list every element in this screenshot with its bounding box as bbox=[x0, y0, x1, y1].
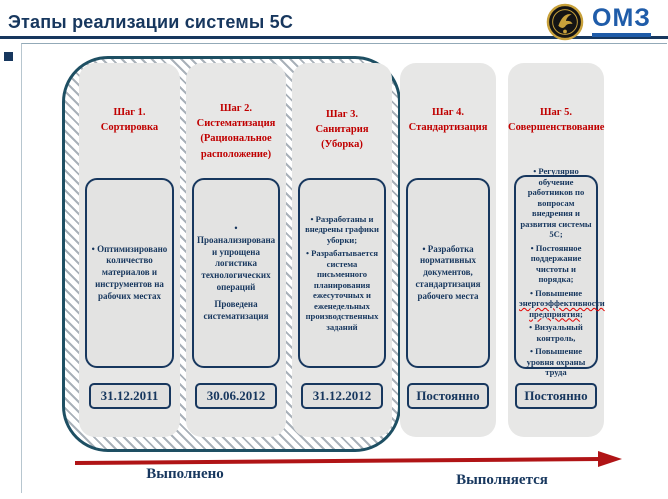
step4-title bbox=[400, 105, 496, 135]
step1-details-box bbox=[85, 178, 174, 368]
step2-column bbox=[186, 63, 286, 437]
step5-bullet2: • Постоянное поддержание чистоты и порядка; bbox=[530, 242, 582, 285]
step5-bullet3-suffix: ; bbox=[580, 308, 583, 319]
step1-title-line1: Шаг 1. bbox=[113, 107, 146, 118]
step2-bullet: • Проанализирована и упрощена логистика технологических операций bbox=[197, 223, 276, 292]
step2-details-box bbox=[192, 178, 280, 368]
step4-title-line2: Стандартизация bbox=[408, 122, 488, 134]
omz-logo: ОМЗ bbox=[592, 6, 651, 37]
step1-bullet: • Оптимизировано количество материалов и инструментов на рабочих местах bbox=[91, 243, 168, 301]
step5-deadline: Постоянно bbox=[515, 383, 597, 409]
step5-bullet5: • Повышение уровня охраны труда bbox=[526, 346, 586, 378]
step3-title-line1: Шаг 3. bbox=[325, 109, 359, 120]
step1-column bbox=[79, 63, 180, 437]
step5-title-line1: Шаг 5. bbox=[539, 107, 573, 118]
step3-title-line2: Санитария bbox=[315, 124, 369, 136]
step5-column bbox=[508, 63, 604, 437]
step5-details-box bbox=[514, 166, 605, 378]
done-label: Выполнено bbox=[146, 466, 224, 482]
step5-bullet3-prefix: • Повышение bbox=[529, 287, 583, 298]
step5-title bbox=[508, 105, 604, 135]
step5-bullet4: • Визуальный контроль, bbox=[529, 322, 583, 343]
step2-title-line1: Шаг 2. bbox=[219, 103, 253, 114]
step3-title bbox=[292, 107, 392, 153]
step3-column bbox=[292, 63, 392, 437]
step2-note: Проведена систематизация bbox=[203, 299, 269, 322]
left-marker bbox=[4, 52, 13, 61]
step4-column bbox=[400, 63, 496, 437]
step4-bullet: • Разработка нормативных документов, стандартизация рабочего места bbox=[415, 243, 481, 301]
step5-title-line2: Совершенствование bbox=[508, 122, 605, 134]
step1-title bbox=[79, 105, 180, 135]
step5-bullet3-misspelled-text: энергоэффективности предприятия bbox=[519, 298, 605, 319]
step2-deadline: 30.06.2012 bbox=[195, 383, 277, 409]
in-progress-label: Выполняется bbox=[456, 472, 548, 488]
step3-details-box bbox=[298, 178, 386, 368]
step3-bullet1: • Разработаны и внедрены графики уборки; bbox=[305, 213, 379, 245]
step4-deadline: Постоянно bbox=[407, 383, 489, 409]
company-emblem-icon bbox=[546, 3, 584, 41]
step4-details-box bbox=[406, 178, 490, 368]
step3-title-line3: (Уборка) bbox=[321, 139, 363, 151]
step3-deadline: 31.12.2012 bbox=[301, 383, 383, 409]
step4-title-line1: Шаг 4. bbox=[431, 107, 465, 118]
page-title: Этапы реализации системы 5С bbox=[8, 12, 294, 32]
step2-title bbox=[186, 101, 286, 162]
step2-title-line3: (Рациональное расположение) bbox=[200, 133, 272, 160]
step1-title-line2: Сортировка bbox=[100, 122, 159, 134]
step5-bullet3 bbox=[519, 287, 605, 319]
step5-bullet1: • Регулярно обучение работников по вопросам внедрения и развития системы 5С; bbox=[520, 166, 592, 240]
step2-title-line2: Систематизация bbox=[196, 118, 276, 130]
step3-bullet2: • Разрабатывается система письменного планирования ежесуточных и еженедельных производственных заданий bbox=[305, 248, 379, 332]
step1-deadline: 31.12.2011 bbox=[89, 383, 171, 409]
